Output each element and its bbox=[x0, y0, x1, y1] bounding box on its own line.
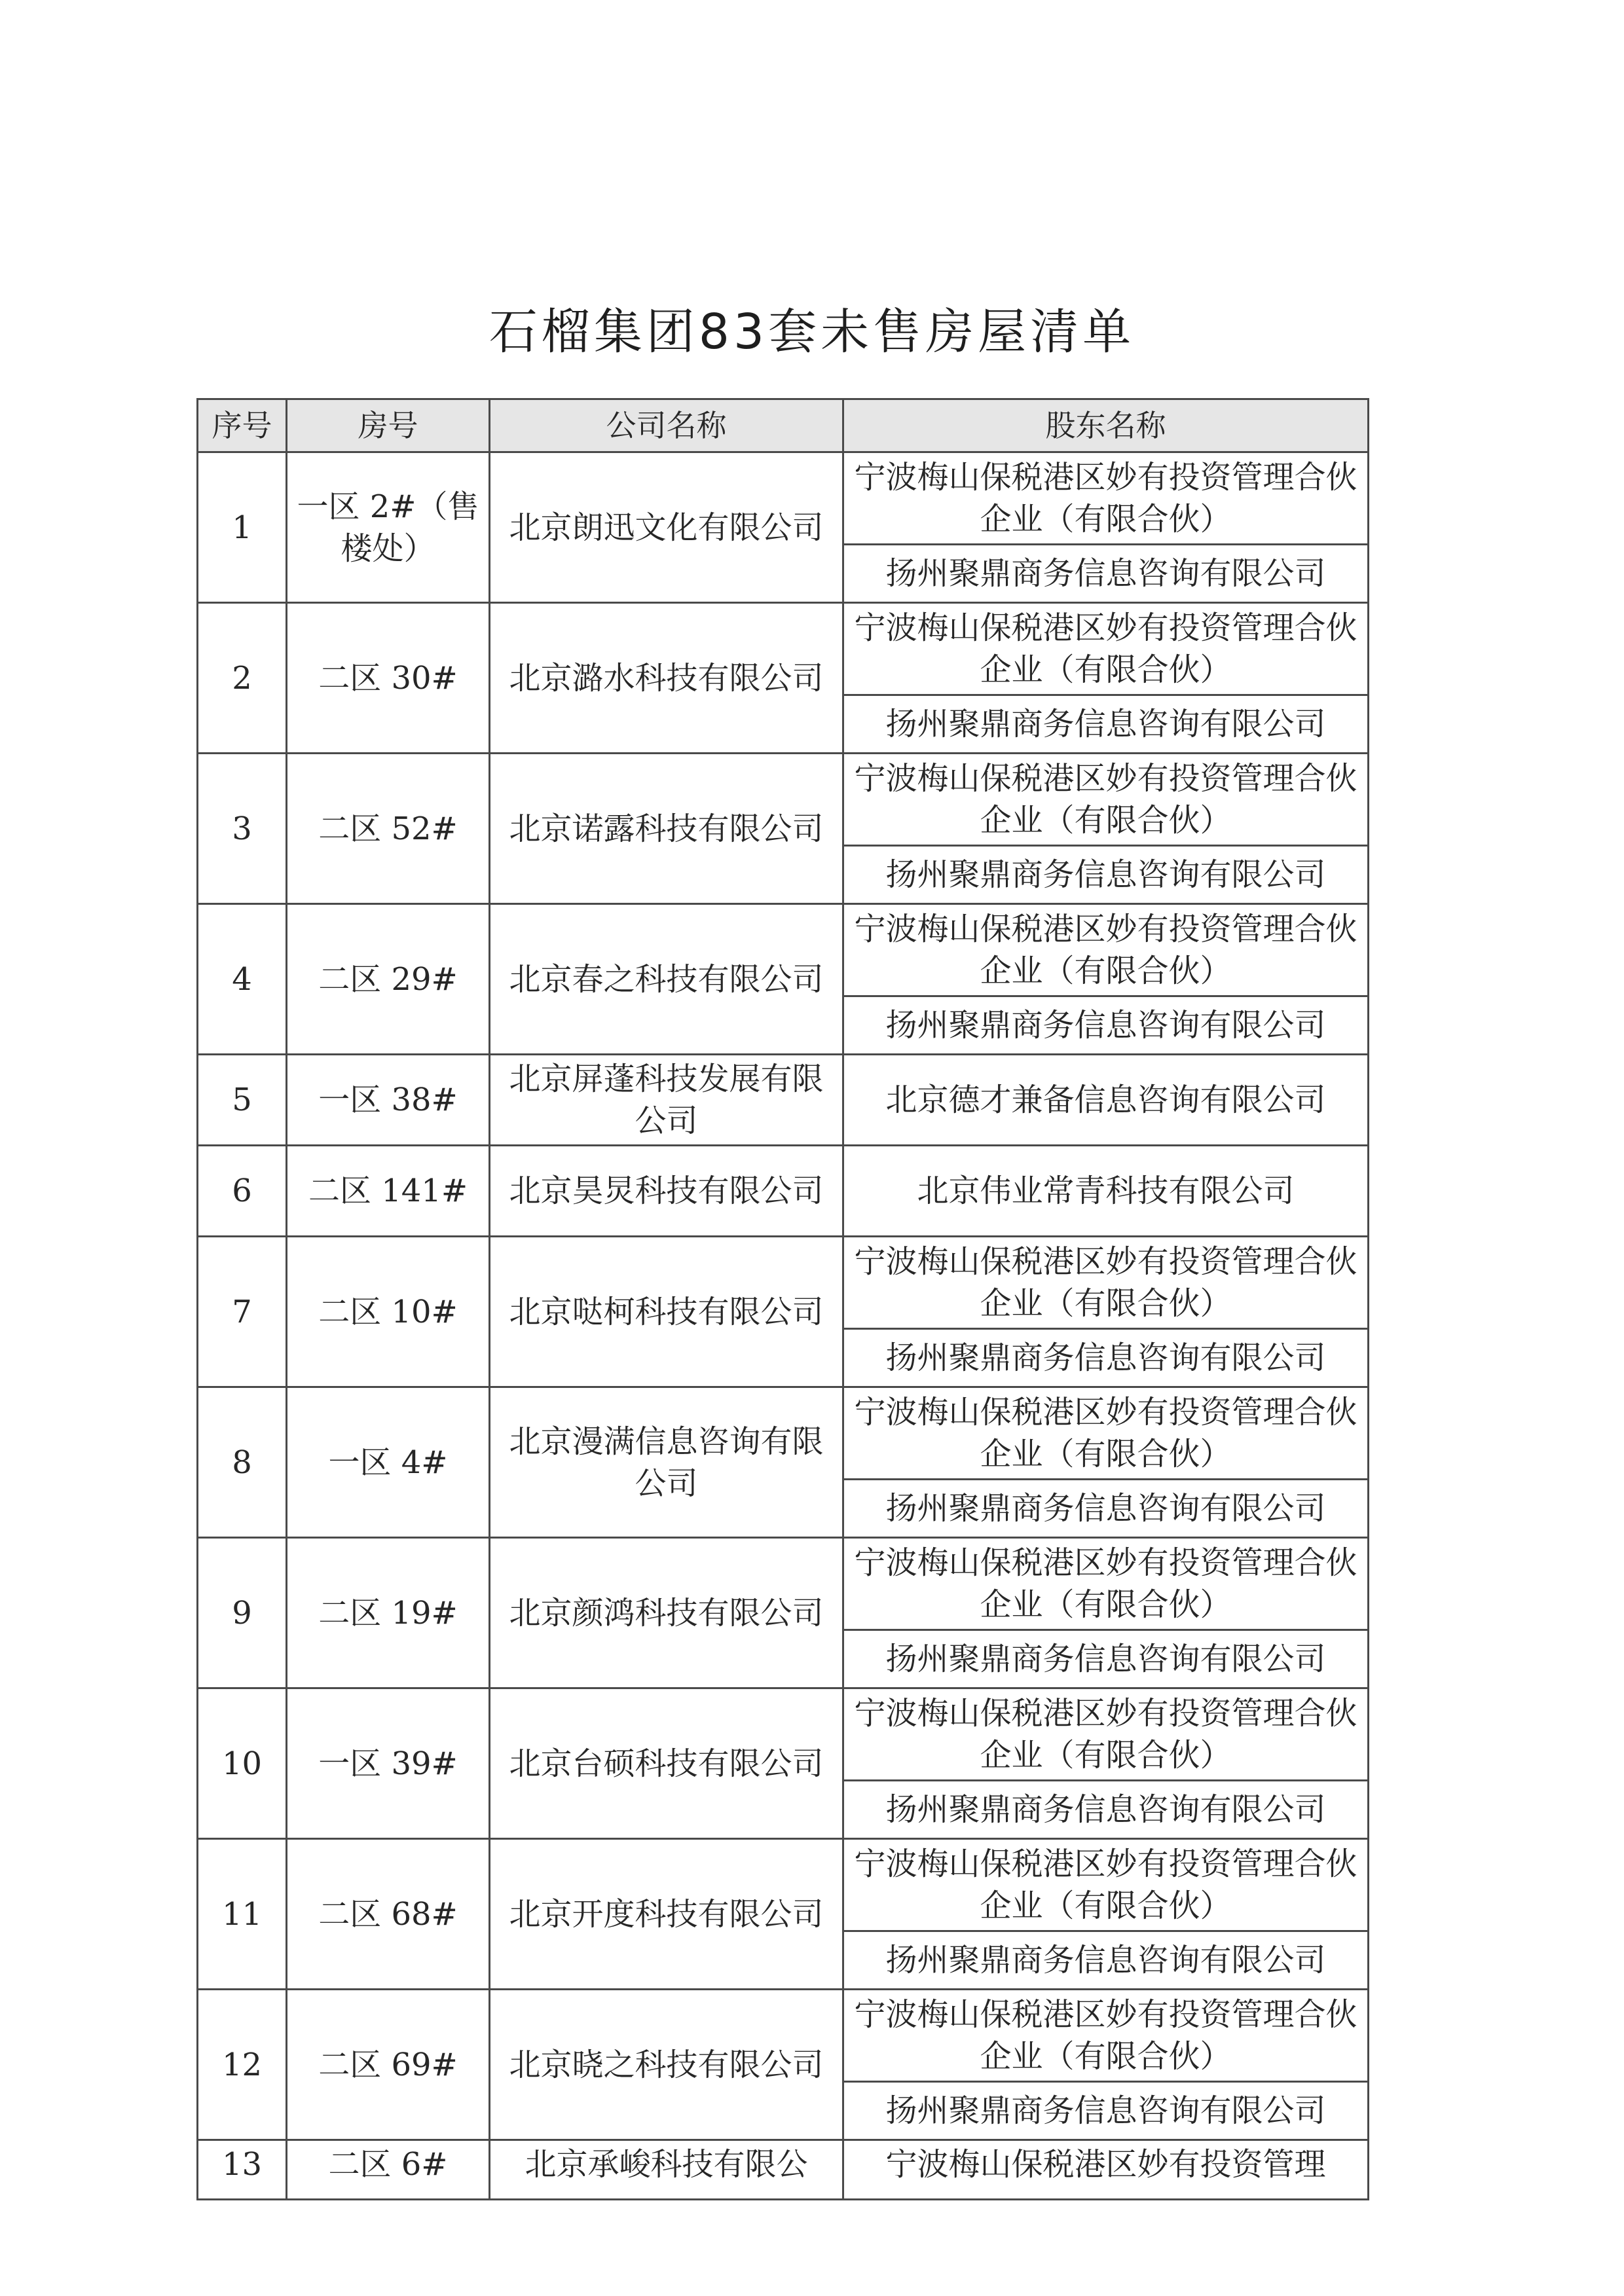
table-body bbox=[198, 452, 1369, 2200]
shareholder-name: 宁波梅山保税港区妙有投资管理合伙企业（有限合伙） bbox=[843, 754, 1369, 846]
table-row bbox=[198, 1538, 1369, 1630]
shareholder-name: 北京德才兼备信息咨询有限公司 bbox=[843, 1055, 1369, 1146]
row-number: 2 bbox=[198, 603, 287, 754]
shareholder-name: 宁波梅山保税港区妙有投资管理合伙企业（有限合伙） bbox=[843, 603, 1369, 695]
company-name: 北京颜鸿科技有限公司 bbox=[490, 1538, 843, 1688]
shareholder-name: 扬州聚鼎商务信息咨询有限公司 bbox=[843, 695, 1369, 754]
row-number: 12 bbox=[198, 1990, 287, 2140]
header-no: 序号 bbox=[198, 399, 287, 452]
header-room: 房号 bbox=[287, 399, 490, 452]
property-table bbox=[196, 398, 1369, 2200]
room-number: 二区 29# bbox=[287, 904, 490, 1055]
shareholder-name: 宁波梅山保税港区妙有投资管理合伙企业（有限合伙） bbox=[843, 1538, 1369, 1630]
room-number: 一区 39# bbox=[287, 1688, 490, 1839]
shareholder-name: 扬州聚鼎商务信息咨询有限公司 bbox=[843, 2082, 1369, 2140]
table-row bbox=[198, 452, 1369, 545]
table-row bbox=[198, 1055, 1369, 1146]
shareholder-name: 扬州聚鼎商务信息咨询有限公司 bbox=[843, 996, 1369, 1055]
table-row bbox=[198, 2140, 1369, 2200]
room-number: 一区 4# bbox=[287, 1387, 490, 1538]
table-row bbox=[198, 1146, 1369, 1237]
table-row bbox=[198, 1237, 1369, 1329]
room-number: 二区 68# bbox=[287, 1839, 490, 1990]
shareholder-name: 宁波梅山保税港区妙有投资管理合伙企业（有限合伙） bbox=[843, 1237, 1369, 1329]
table-row bbox=[198, 754, 1369, 846]
shareholder-name: 宁波梅山保税港区妙有投资管理合伙企业（有限合伙） bbox=[843, 1839, 1369, 1931]
room-number: 二区 69# bbox=[287, 1990, 490, 2140]
room-number: 一区 38# bbox=[287, 1055, 490, 1146]
row-number: 7 bbox=[198, 1237, 287, 1387]
page-title: 石榴集团83套未售房屋清单 bbox=[489, 304, 1135, 360]
company-name: 北京开度科技有限公司 bbox=[490, 1839, 843, 1990]
room-number: 二区 52# bbox=[287, 754, 490, 904]
row-number: 8 bbox=[198, 1387, 287, 1538]
table-header-row bbox=[198, 399, 1369, 452]
room-number: 二区 19# bbox=[287, 1538, 490, 1688]
row-number: 9 bbox=[198, 1538, 287, 1688]
shareholder-name: 北京伟业常青科技有限公司 bbox=[843, 1146, 1369, 1237]
company-name: 北京诺露科技有限公司 bbox=[490, 754, 843, 904]
company-name: 北京漫满信息咨询有限公司 bbox=[490, 1387, 843, 1538]
room-number: 二区 30# bbox=[287, 603, 490, 754]
table-row bbox=[198, 1387, 1369, 1480]
room-number: 二区 6# bbox=[287, 2140, 490, 2200]
company-name: 北京朗迅文化有限公司 bbox=[490, 452, 843, 603]
row-number: 6 bbox=[198, 1146, 287, 1237]
company-name: 北京承峻科技有限公 bbox=[490, 2140, 843, 2200]
row-number: 3 bbox=[198, 754, 287, 904]
company-name: 北京台硕科技有限公司 bbox=[490, 1688, 843, 1839]
shareholder-name: 宁波梅山保税港区妙有投资管理合伙企业（有限合伙） bbox=[843, 904, 1369, 996]
company-name: 北京昊炅科技有限公司 bbox=[490, 1146, 843, 1237]
shareholder-name: 扬州聚鼎商务信息咨询有限公司 bbox=[843, 846, 1369, 904]
row-number: 1 bbox=[198, 452, 287, 603]
shareholder-name: 宁波梅山保税港区妙有投资管理 bbox=[843, 2140, 1369, 2200]
row-number: 11 bbox=[198, 1839, 287, 1990]
row-number: 5 bbox=[198, 1055, 287, 1146]
shareholder-name: 宁波梅山保税港区妙有投资管理合伙企业（有限合伙） bbox=[843, 1990, 1369, 2082]
row-number: 10 bbox=[198, 1688, 287, 1839]
company-name: 北京屏蓬科技发展有限公司 bbox=[490, 1055, 843, 1146]
company-name: 北京春之科技有限公司 bbox=[490, 904, 843, 1055]
shareholder-name: 扬州聚鼎商务信息咨询有限公司 bbox=[843, 1630, 1369, 1688]
company-name: 北京哒柯科技有限公司 bbox=[490, 1237, 843, 1387]
table-row bbox=[198, 603, 1369, 695]
table-row bbox=[198, 1990, 1369, 2082]
shareholder-name: 扬州聚鼎商务信息咨询有限公司 bbox=[843, 1781, 1369, 1839]
header-company: 公司名称 bbox=[490, 399, 843, 452]
row-number: 13 bbox=[198, 2140, 287, 2200]
room-number: 二区 10# bbox=[287, 1237, 490, 1387]
row-number: 4 bbox=[198, 904, 287, 1055]
table-row bbox=[198, 904, 1369, 996]
table-row bbox=[198, 1688, 1369, 1781]
shareholder-name: 宁波梅山保税港区妙有投资管理合伙企业（有限合伙） bbox=[843, 452, 1369, 545]
header-shareholder: 股东名称 bbox=[843, 399, 1369, 452]
shareholder-name: 扬州聚鼎商务信息咨询有限公司 bbox=[843, 545, 1369, 603]
shareholder-name: 扬州聚鼎商务信息咨询有限公司 bbox=[843, 1329, 1369, 1387]
shareholder-name: 宁波梅山保税港区妙有投资管理合伙企业（有限合伙） bbox=[843, 1387, 1369, 1480]
room-number: 二区 141# bbox=[287, 1146, 490, 1237]
table-row bbox=[198, 1839, 1369, 1931]
shareholder-name: 扬州聚鼎商务信息咨询有限公司 bbox=[843, 1931, 1369, 1990]
room-number: 一区 2#（售楼处） bbox=[287, 452, 490, 603]
shareholder-name: 宁波梅山保税港区妙有投资管理合伙企业（有限合伙） bbox=[843, 1688, 1369, 1781]
company-name: 北京潞水科技有限公司 bbox=[490, 603, 843, 754]
company-name: 北京晓之科技有限公司 bbox=[490, 1990, 843, 2140]
shareholder-name: 扬州聚鼎商务信息咨询有限公司 bbox=[843, 1480, 1369, 1538]
